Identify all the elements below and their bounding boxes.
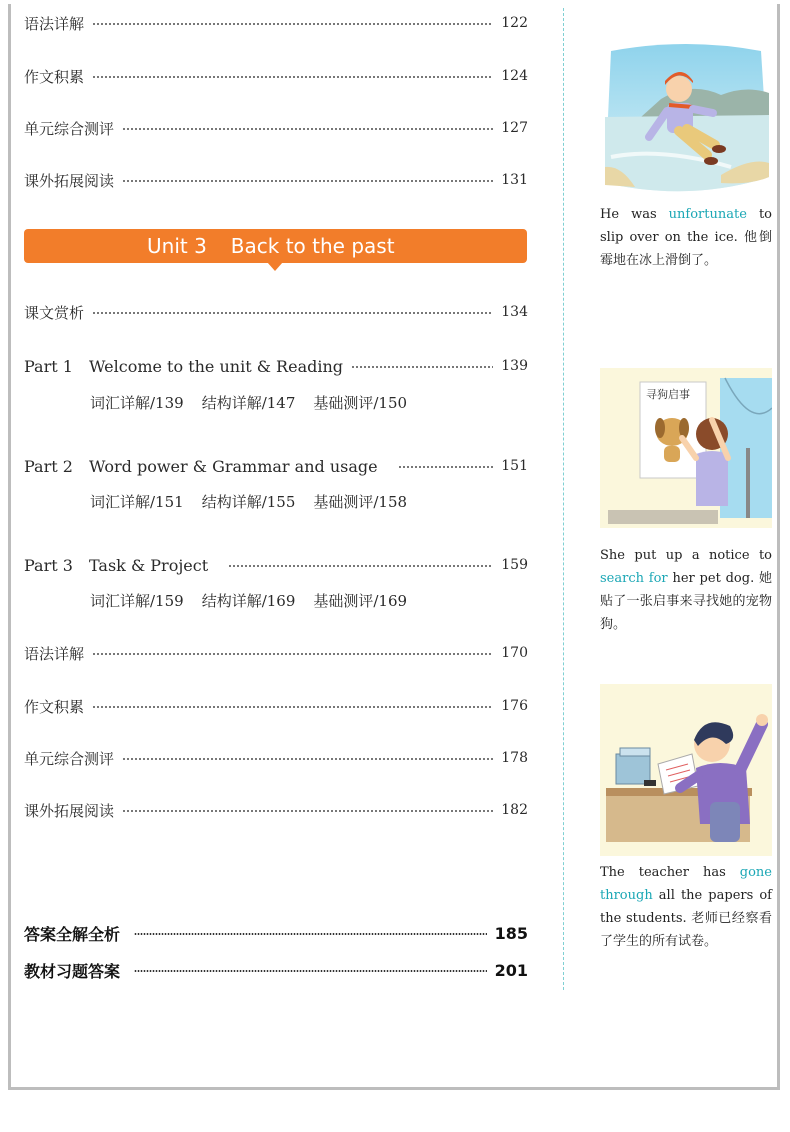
illustration-gone-through bbox=[600, 684, 772, 856]
toc-label: 单元综合测评 bbox=[24, 749, 115, 768]
dot-leader bbox=[228, 565, 493, 567]
dot-leader bbox=[92, 312, 493, 314]
toc-label: 语法详解 bbox=[24, 644, 85, 663]
notice-sign-text: 寻狗启事 bbox=[646, 388, 690, 401]
toc-entry-unit-test[interactable] bbox=[24, 746, 528, 770]
toc-entry-grammar[interactable] bbox=[24, 11, 528, 35]
column-divider bbox=[563, 8, 564, 990]
toc-page: 159 bbox=[501, 557, 528, 573]
toc-entry-part-2[interactable] bbox=[24, 454, 528, 478]
toc-label: 语法详解 bbox=[24, 14, 85, 33]
sub-entry[interactable]: 基础测评/150 bbox=[313, 394, 408, 412]
toc-label: 课外拓展阅读 bbox=[24, 801, 115, 820]
part-title: Task & Project bbox=[89, 555, 209, 575]
caption-highlight: search for bbox=[600, 571, 668, 586]
toc-page: 127 bbox=[501, 120, 528, 136]
toc-page: 124 bbox=[501, 68, 528, 84]
sub-entry[interactable]: 结构详解/169 bbox=[201, 592, 296, 610]
toc-entry-text-appreciation[interactable] bbox=[24, 300, 528, 324]
toc-label: 课文赏析 bbox=[24, 303, 85, 322]
dot-leader bbox=[92, 706, 493, 708]
part-number: Part 1 bbox=[24, 356, 73, 376]
part-heading bbox=[24, 457, 378, 476]
toc-label: 作文积累 bbox=[24, 67, 85, 86]
caption-text: She put up a notice to bbox=[600, 548, 772, 563]
toc-entry-unit-test[interactable] bbox=[24, 116, 528, 140]
sub-entry[interactable]: 词汇详解/139 bbox=[90, 394, 184, 412]
sub-entry[interactable]: 结构详解/147 bbox=[201, 394, 296, 412]
toc-page: 178 bbox=[501, 750, 528, 766]
dot-leader bbox=[122, 180, 493, 182]
part-title: Word power & Grammar and usage bbox=[89, 456, 378, 476]
banner-pointer bbox=[267, 262, 283, 271]
dot-leader bbox=[122, 758, 493, 760]
caption-gone-through bbox=[600, 861, 772, 953]
toc-entry-writing[interactable] bbox=[24, 694, 528, 718]
toc-page: 131 bbox=[501, 172, 528, 188]
dot-leader bbox=[134, 970, 487, 972]
dot-leader bbox=[92, 23, 493, 25]
caption-unfortunate bbox=[600, 203, 772, 272]
toc-entry-writing[interactable] bbox=[24, 64, 528, 88]
dot-leader bbox=[122, 810, 493, 812]
toc-page: 185 bbox=[494, 923, 528, 943]
unit-title: Back to the past bbox=[230, 234, 395, 258]
toc-page: 176 bbox=[501, 698, 528, 714]
part-heading bbox=[24, 556, 208, 575]
toc-entry-part-3[interactable] bbox=[24, 553, 528, 577]
toc-page: 134 bbox=[501, 304, 528, 320]
toc-entry-part-1[interactable] bbox=[24, 354, 528, 378]
dot-leader bbox=[351, 366, 493, 368]
sub-entry[interactable]: 词汇详解/151 bbox=[90, 493, 184, 511]
toc-page: 151 bbox=[501, 458, 528, 474]
caption-text: He was bbox=[600, 207, 669, 222]
toc-page: 182 bbox=[501, 802, 528, 818]
toc-entry-extended-reading[interactable] bbox=[24, 168, 528, 192]
toc-page: 170 bbox=[501, 645, 528, 661]
unit-number: Unit 3 bbox=[147, 234, 207, 258]
part-3-subentries bbox=[90, 590, 425, 611]
caption-highlight: unfortunate bbox=[668, 207, 747, 222]
toc-label: 作文积累 bbox=[24, 697, 85, 716]
dot-leader bbox=[92, 653, 493, 655]
part-heading bbox=[24, 357, 343, 376]
caption-text: The teacher has bbox=[600, 865, 740, 880]
toc-label: 答案全解全析 bbox=[24, 924, 121, 944]
toc-label: 课外拓展阅读 bbox=[24, 171, 115, 190]
caption-text: all the papers of the students. 老师已经察看了学生的所有试卷。 bbox=[600, 888, 772, 949]
part-title: Welcome to the unit & Reading bbox=[89, 356, 344, 376]
unit-banner bbox=[24, 229, 527, 263]
toc-entry-answer-analysis[interactable] bbox=[24, 921, 528, 945]
toc-page: 122 bbox=[501, 15, 528, 31]
illustration-search-for-dog bbox=[600, 368, 772, 528]
dot-leader bbox=[398, 466, 494, 468]
toc-label: 教材习题答案 bbox=[24, 961, 121, 981]
sub-entry[interactable]: 基础测评/158 bbox=[313, 493, 408, 511]
sub-entry[interactable]: 基础测评/169 bbox=[313, 592, 408, 610]
part-2-subentries bbox=[90, 491, 425, 512]
caption-search-for bbox=[600, 544, 772, 636]
dot-leader bbox=[122, 128, 493, 130]
part-1-subentries bbox=[90, 392, 425, 413]
sub-entry[interactable]: 结构详解/155 bbox=[201, 493, 296, 511]
part-number: Part 2 bbox=[24, 456, 73, 476]
toc-label: 单元综合测评 bbox=[24, 119, 115, 138]
caption-highlight: gone through bbox=[600, 865, 772, 903]
caption-text: to slip over on the ice. 他倒霉地在冰上滑倒了。 bbox=[600, 207, 772, 268]
toc-entry-textbook-answers[interactable] bbox=[24, 958, 528, 982]
toc-page: 139 bbox=[501, 358, 528, 374]
toc-page: 201 bbox=[494, 960, 528, 980]
dot-leader bbox=[92, 76, 493, 78]
toc-entry-grammar[interactable] bbox=[24, 641, 528, 665]
caption-text: her pet dog. 她贴了一张启事来寻找她的宠物狗。 bbox=[600, 571, 773, 632]
dot-leader bbox=[134, 933, 487, 935]
toc-entry-extended-reading[interactable] bbox=[24, 798, 528, 822]
part-number: Part 3 bbox=[24, 555, 73, 575]
illustration-slip-on-ice bbox=[601, 37, 771, 197]
sub-entry[interactable]: 词汇详解/159 bbox=[90, 592, 184, 610]
